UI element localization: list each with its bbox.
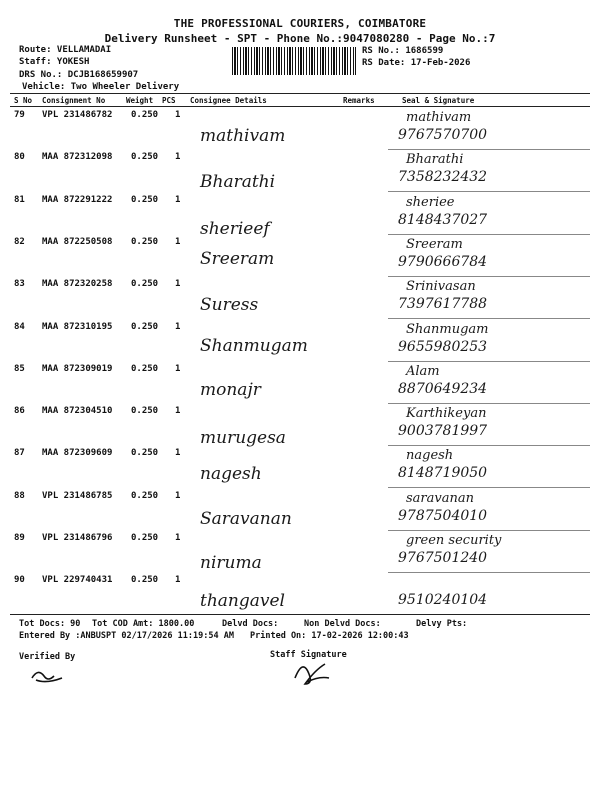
row-sno: 82 [14, 236, 25, 247]
row-seal-name: Sreeram [406, 236, 463, 252]
table-row [10, 150, 590, 192]
row-pcs: 1 [175, 279, 181, 290]
row-seal-phone: 9787504010 [398, 507, 488, 524]
table-row [10, 320, 590, 362]
table-bottom-rule [10, 614, 590, 615]
row-consignee-signature: Shanmugam [200, 335, 308, 356]
row-seal-phone: 8148719050 [398, 465, 488, 482]
row-sno: 88 [14, 490, 25, 501]
row-seal-name: saravanan [406, 490, 474, 506]
row-sno: 86 [14, 406, 25, 417]
row-consignment-no: MAA 872291222 [42, 194, 113, 205]
row-weight: 0.250 [131, 533, 159, 543]
col-seal: Seal & Signature [402, 96, 475, 105]
company-title: THE PROFESSIONAL COURIERS, COIMBATORE [173, 17, 427, 30]
row-seal-phone: 8870649234 [398, 380, 488, 397]
verified-by-label: Verified By [19, 652, 76, 662]
table-row [10, 193, 590, 239]
row-seal-name: mathivam [406, 110, 472, 125]
row-weight: 0.250 [131, 110, 159, 120]
row-seal-name: Bharathi [406, 152, 464, 168]
table-row [10, 362, 590, 404]
row-consignee-signature: murugesa [200, 428, 286, 449]
total-cod: Tot COD Amt: 1800.00 [92, 619, 195, 629]
row-sno: 87 [14, 448, 25, 459]
table-row [10, 489, 590, 531]
row-seal-name: green security [406, 533, 502, 548]
row-consignment-no: VPL 231486782 [42, 110, 113, 120]
row-seal-phone: 9790666784 [398, 253, 488, 270]
row-weight: 0.250 [131, 406, 159, 417]
row-pcs: 1 [175, 194, 181, 205]
row-consignee-signature: monajr [200, 379, 261, 400]
col-weight: Weight [126, 96, 154, 105]
row-seal-phone: 7358232432 [398, 169, 488, 186]
row-consignment-no: MAA 872250508 [42, 236, 113, 247]
row-consignment-no: MAA 872304510 [42, 406, 113, 417]
printed-on: Printed On: 17-02-2026 12:00:43 [250, 631, 409, 641]
row-consignment-no: VPL 229740431 [42, 575, 113, 586]
row-pcs: 1 [175, 236, 181, 247]
row-seal-name: Srinivasan [406, 279, 476, 295]
table-row [10, 573, 590, 615]
row-consignee-signature: mathivam [200, 126, 286, 146]
row-seal-phone: 8148437027 [398, 211, 488, 228]
row-weight: 0.250 [131, 575, 159, 586]
row-pcs: 1 [175, 406, 181, 417]
row-weight: 0.250 [131, 321, 159, 332]
col-consignment: Consignment No [42, 96, 106, 105]
row-sno: 85 [14, 363, 25, 374]
col-sno: S No [14, 96, 33, 105]
rs-number: RS No.: 1686599 [362, 46, 444, 56]
row-weight: 0.250 [131, 152, 159, 163]
row-pcs: 1 [175, 363, 181, 374]
staff-signature-mark [285, 656, 345, 688]
staff-signature-label: Staff Signature [270, 650, 347, 660]
row-seal-name: Shanmugam [406, 321, 489, 337]
row-pcs: 1 [175, 533, 181, 543]
barcode [232, 47, 356, 75]
row-weight: 0.250 [131, 194, 159, 205]
row-consignee-signature: niruma [200, 553, 262, 573]
table-row [10, 531, 590, 573]
table-row [10, 277, 590, 319]
table-row [10, 446, 590, 488]
header-bottom-rule [10, 106, 590, 107]
row-sno: 90 [14, 575, 25, 586]
row-sno: 79 [14, 110, 25, 120]
row-consignment-no: VPL 231486785 [42, 490, 113, 501]
row-pcs: 1 [175, 321, 181, 332]
row-seal-phone: 9655980253 [398, 338, 488, 355]
table-row [10, 235, 590, 277]
route-label: Route: VELLAMADAI [19, 45, 112, 55]
row-consignee-signature: Bharathi [200, 172, 276, 193]
row-consignee-signature: nagesh [200, 464, 262, 485]
row-consignment-no: MAA 872309609 [42, 448, 113, 459]
row-seal-phone: 9510240104 [398, 592, 488, 609]
total-docs: Tot Docs: 90 [19, 619, 81, 629]
row-consignment-no: MAA 872309019 [42, 363, 113, 374]
row-consignment-no: MAA 872320258 [42, 279, 113, 290]
entered-by: Entered By :ANBUSPT 02/17/2026 11:19:54 AM [19, 631, 234, 641]
row-sno: 84 [14, 321, 25, 332]
row-seal-name: Karthikeyan [406, 406, 487, 422]
row-weight: 0.250 [131, 490, 159, 501]
row-weight: 0.250 [131, 236, 159, 247]
header-top-rule [10, 93, 590, 94]
row-sno: 80 [14, 152, 25, 163]
row-sno: 81 [14, 194, 25, 205]
row-seal-phone: 9767501240 [398, 550, 488, 566]
row-consignee-signature: Suress [200, 295, 259, 316]
row-seal-name: nagesh [406, 448, 454, 464]
row-seal-name: sheriee [406, 194, 455, 210]
table-header [10, 96, 590, 106]
row-pcs: 1 [175, 110, 181, 120]
row-seal-phone: 7397617788 [398, 296, 488, 313]
row-seal-phone: 9003781997 [398, 423, 488, 440]
row-consignee-signature: Saravanan [200, 508, 292, 529]
table-row [10, 108, 590, 150]
col-remarks: Remarks [343, 96, 375, 105]
col-consignee: Consignee Details [190, 96, 267, 105]
staff-label: Staff: YOKESH [19, 57, 90, 67]
row-consignment-no: MAA 872310195 [42, 321, 113, 332]
row-consignee-signature: sherieef [200, 218, 270, 239]
table-row [10, 404, 590, 449]
row-sno: 83 [14, 279, 25, 290]
col-pcs: PCS [162, 96, 176, 105]
delivery-points: Delvy Pts: [416, 619, 468, 629]
non-delivered-docs: Non Delvd Docs: [304, 619, 381, 629]
row-consignee-signature: thangavel [200, 591, 285, 612]
row-sno: 89 [14, 533, 25, 543]
vehicle-label: Vehicle: Two Wheeler Delivery [22, 82, 180, 92]
drs-number: DRS No.: DCJB168659907 [19, 70, 139, 80]
row-pcs: 1 [175, 152, 181, 163]
row-seal-name: Alam [406, 363, 440, 379]
verifier-signature-mark [28, 664, 68, 686]
row-pcs: 1 [175, 575, 181, 586]
row-pcs: 1 [175, 490, 181, 501]
row-weight: 0.250 [131, 279, 159, 290]
runsheet-subtitle: Delivery Runsheet - SPT - Phone No.:9047080280 - Page No.:7 [104, 32, 496, 45]
row-pcs: 1 [175, 448, 181, 459]
delivered-docs: Delvd Docs: [222, 619, 279, 629]
rs-date: RS Date: 17-Feb-2026 [362, 58, 471, 68]
row-seal-phone: 9767570700 [398, 127, 488, 143]
row-consignment-no: MAA 872312098 [42, 152, 113, 163]
row-consignee-signature: Sreeram [200, 248, 275, 269]
row-weight: 0.250 [131, 363, 159, 374]
row-weight: 0.250 [131, 448, 159, 459]
row-consignment-no: VPL 231486796 [42, 533, 113, 543]
